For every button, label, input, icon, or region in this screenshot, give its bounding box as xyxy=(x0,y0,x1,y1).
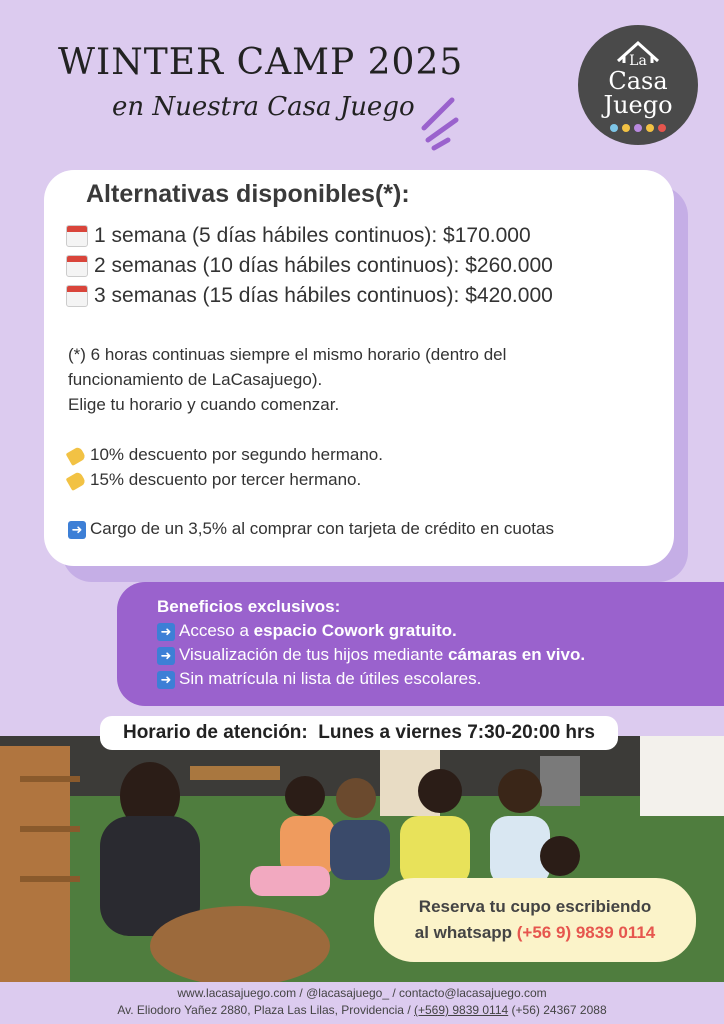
email-link[interactable]: contacto@lacasajuego.com xyxy=(399,986,547,1000)
website-link[interactable]: www.lacasajuego.com xyxy=(177,986,297,1000)
schedule-note: (*) 6 horas continuas siempre el mismo horario (dentro del funcionamiento de LaCasajuego). Elige tu horario y cuando comenzar. xyxy=(68,345,507,414)
arrow-right-icon: ➜ xyxy=(157,647,175,665)
page-subtitle: en Nuestra Casa Juego xyxy=(112,92,415,122)
instagram-link[interactable]: @lacasajuego_ xyxy=(306,986,390,1000)
benefit-cameras: ➜ Visualización de tus hijos mediante cámaras en vivo. xyxy=(157,645,585,665)
phone-link-2[interactable]: (+56) 24367 2088 xyxy=(511,1003,607,1017)
logo-text-la: La xyxy=(629,53,647,69)
option-1-week: 1 semana (5 días hábiles continuos): $170.000 xyxy=(66,224,531,248)
logo-text-casa: Casa xyxy=(608,67,668,95)
benefits-title: Beneficios exclusivos: xyxy=(157,597,341,616)
whatsapp-cta[interactable]: Reserva tu cupo escribiendo al whatsapp (+56 9) 9839 0114 xyxy=(374,878,696,962)
benefit-no-fees: ➜ Sin matrícula ni lista de útiles escolares. xyxy=(157,669,481,689)
discounts xyxy=(68,442,383,492)
option-2-weeks: 2 semanas (10 días hábiles continuos): $260.000 xyxy=(66,254,553,278)
options-title: Alternativas disponibles(*): xyxy=(86,180,410,208)
price-tag-icon xyxy=(66,445,87,465)
option-3-weeks: 3 semanas (15 días hábiles continuos): $420.000 xyxy=(66,284,553,308)
credit-card-charge: ➜ Cargo de un 3,5% al comprar con tarjeta de crédito en cuotas xyxy=(68,516,554,541)
phone-link-1[interactable]: (+569) 9839 0114 xyxy=(414,1003,509,1017)
calendar-icon xyxy=(66,225,88,247)
page-title: WINTER CAMP 2025 xyxy=(58,42,464,83)
discount-third-sibling: 15% descuento por tercer hermano. xyxy=(68,467,383,492)
footer-address: Av. Eliodoro Yañez 2880, Plaza Las Lilas, Providencia / (+569) 9839 0114 (+56) 24367 2088 xyxy=(117,1003,607,1017)
footer-contacts: www.lacasajuego.com / @lacasajuego_ / contacto@lacasajuego.com xyxy=(177,986,547,1000)
logo-text-juego: Juego xyxy=(603,91,673,119)
calendar-icon xyxy=(66,285,88,307)
logo-decoration-icon xyxy=(606,123,670,133)
brand-logo xyxy=(578,25,698,145)
benefit-cowork: ➜ Acceso a espacio Cowork gratuito. xyxy=(157,621,457,641)
price-tag-icon xyxy=(66,470,87,490)
opening-hours: Horario de atención: Lunes a viernes 7:30-20:00 hrs xyxy=(100,716,618,750)
sparkle-icon xyxy=(420,90,460,152)
discount-second-sibling: 10% descuento por segundo hermano. xyxy=(68,442,383,467)
arrow-right-icon: ➜ xyxy=(157,623,175,641)
arrow-right-icon: ➜ xyxy=(68,521,86,539)
whatsapp-phone-link[interactable]: (+56 9) 9839 0114 xyxy=(516,923,656,942)
calendar-icon xyxy=(66,255,88,277)
arrow-right-icon: ➜ xyxy=(157,671,175,689)
